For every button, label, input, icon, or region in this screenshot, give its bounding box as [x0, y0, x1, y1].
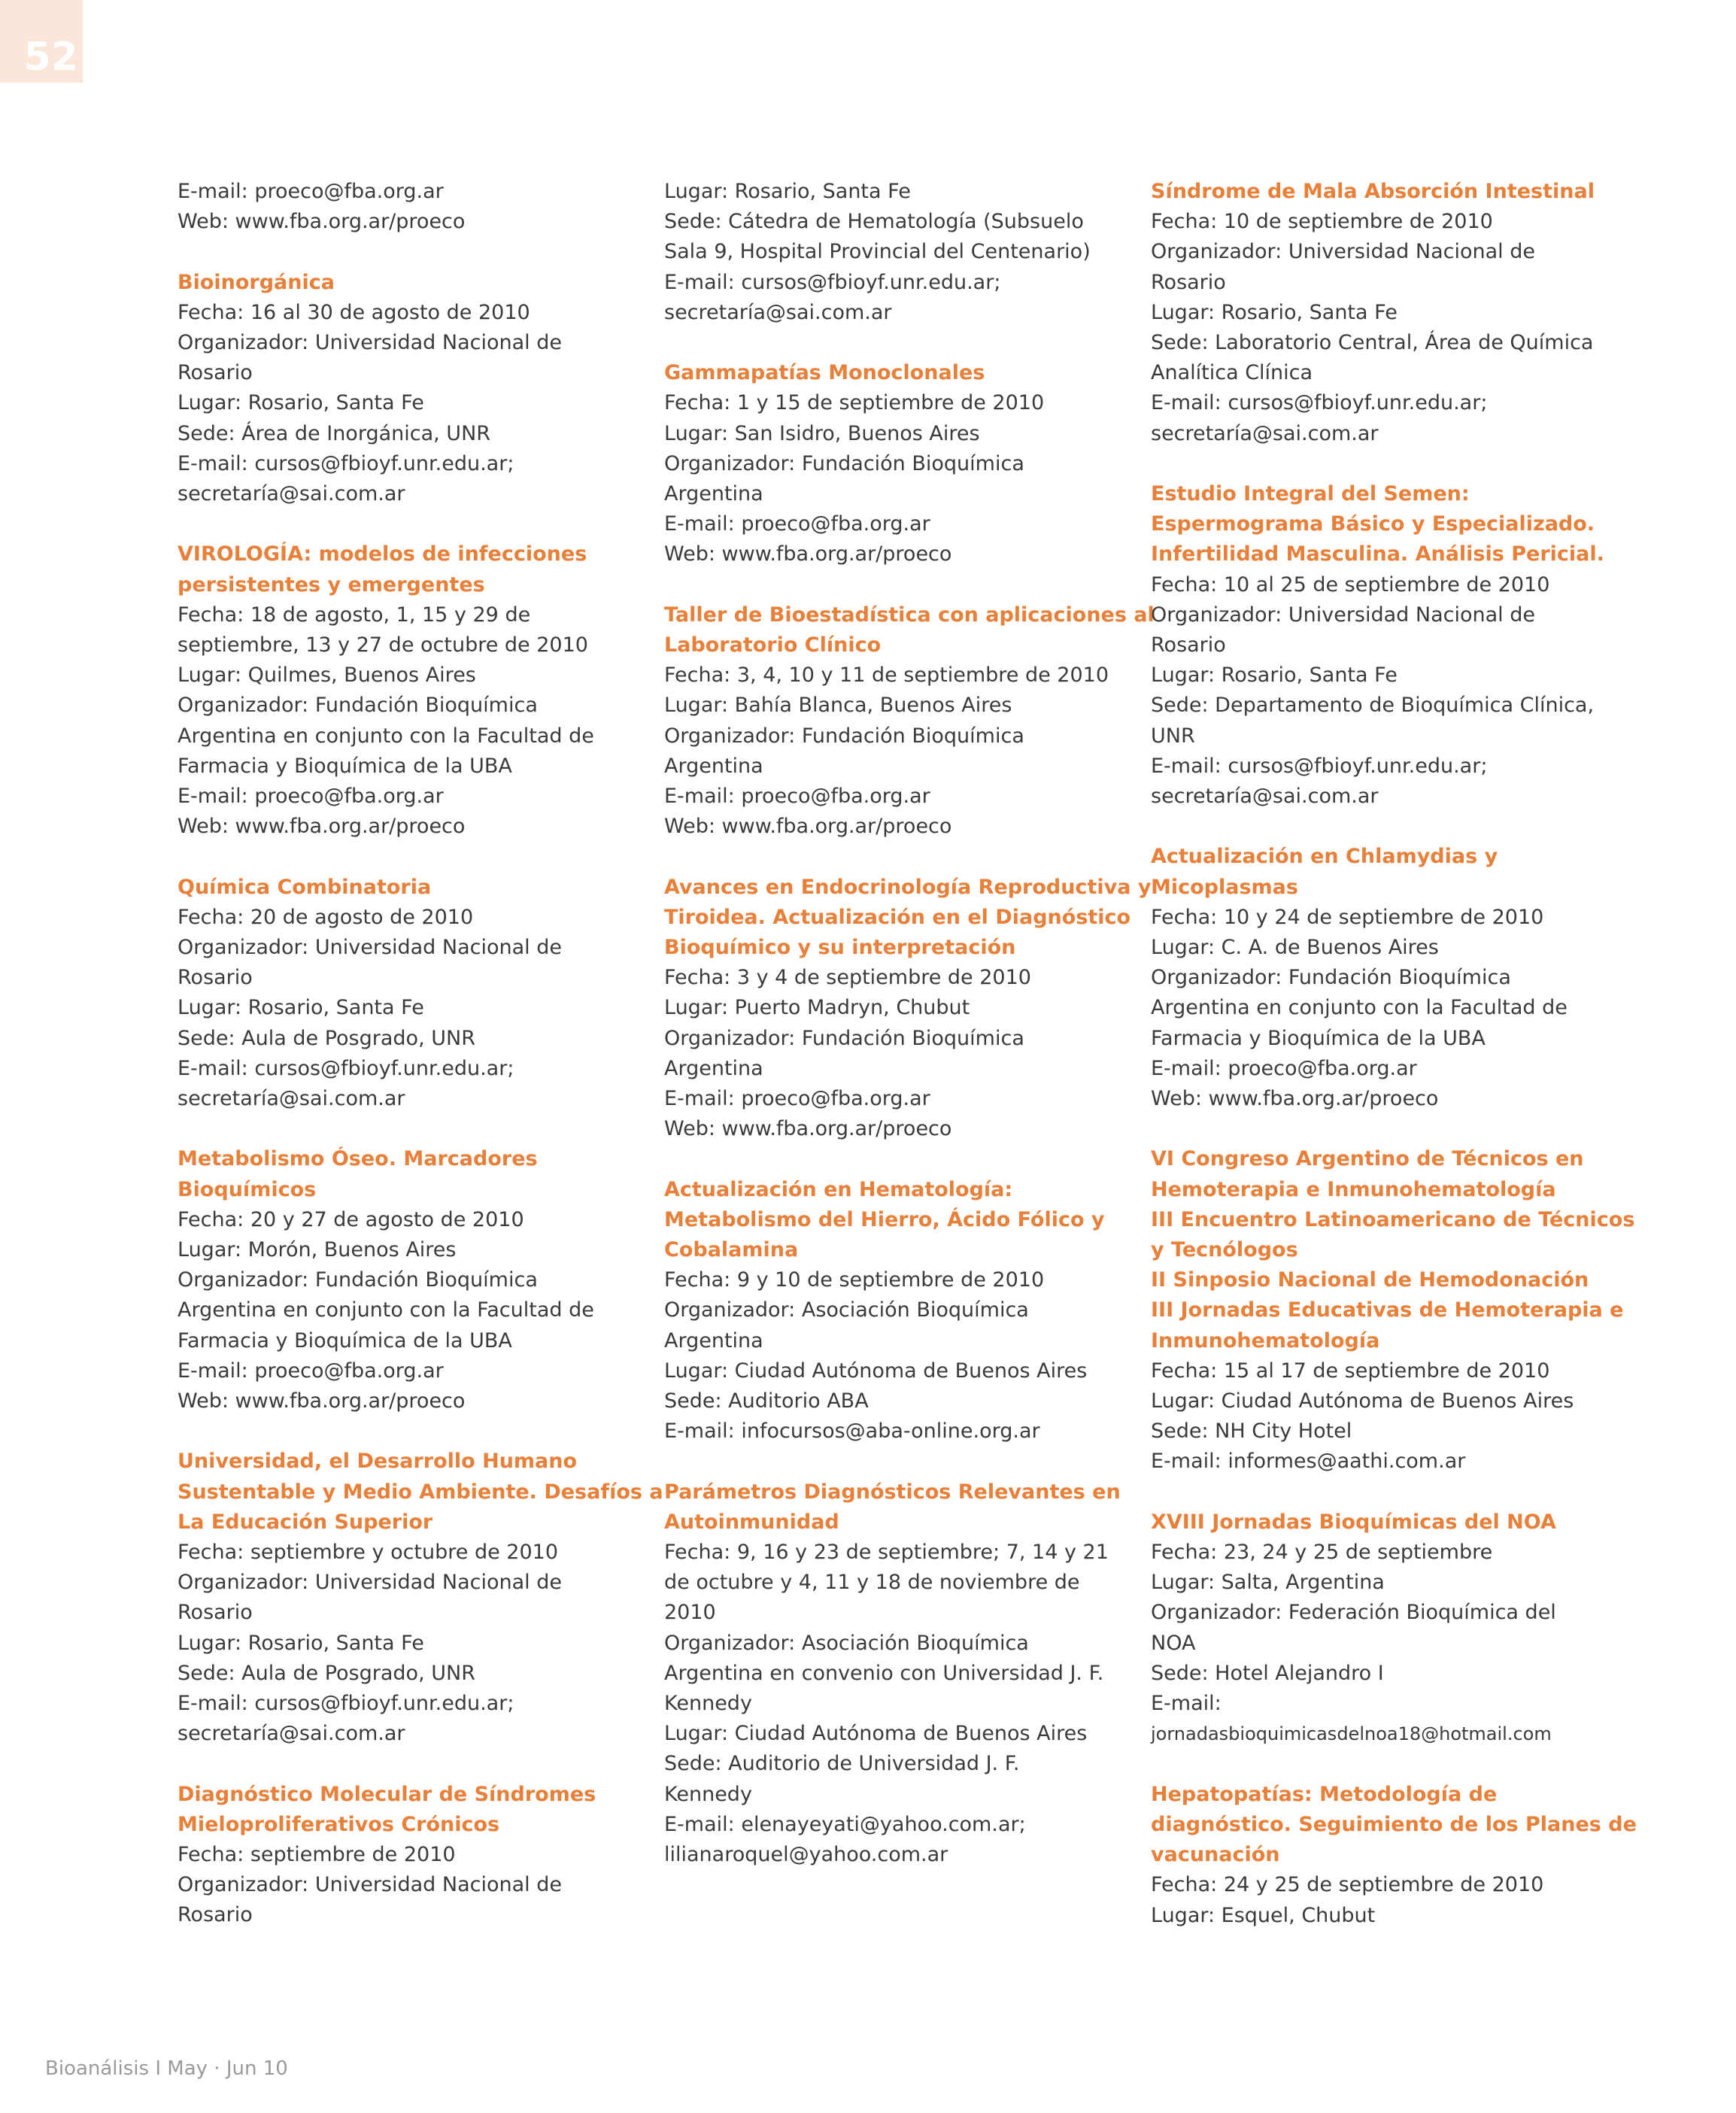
- listing-detail-line: Web: www.fba.org.ar/proeco: [178, 815, 466, 839]
- listing-detail-line: Sede: NH City Hotel: [1151, 1419, 1352, 1444]
- listing-detail-line: Fecha: 10 al 25 de septiembre de 2010: [1151, 572, 1550, 597]
- listing-title: XVIII Jornadas Bioquímicas del NOA: [1151, 1510, 1556, 1534]
- listing-title: Espermograma Básico y Especializado.: [1151, 512, 1595, 536]
- listing-detail-line: Fecha: 3, 4, 10 y 11 de septiembre de 2010: [664, 663, 1109, 688]
- listing-entry: [1151, 1144, 1635, 1477]
- listing-title: Diagnóstico Molecular de Síndromes: [178, 1782, 596, 1806]
- listing-title: Actualización en Chlamydias y: [1151, 845, 1498, 869]
- listing-detail-line: Argentina: [664, 1056, 763, 1080]
- listing-entry: [664, 1477, 1121, 1871]
- listing-detail-line: Kennedy: [664, 1782, 752, 1806]
- listing-title: Taller de Bioestadística con aplicaciones al: [664, 603, 1155, 627]
- listing-detail-line: secretaría@sai.com.ar: [1151, 421, 1379, 445]
- listing-entry: [664, 873, 1152, 1145]
- listing-detail-line: Organizador: Universidad Nacional de: [178, 1571, 562, 1595]
- listing-detail-line: NOA: [1151, 1631, 1196, 1655]
- listing-detail-line: Lugar: Rosario, Santa Fe: [178, 996, 424, 1020]
- listing-detail-line: lilianaroquel@yahoo.com.ar: [664, 1843, 948, 1867]
- listing-detail-line: Web: www.fba.org.ar/proeco: [178, 1389, 466, 1413]
- listing-title: Sustentable y Medio Ambiente. Desafíos a: [178, 1480, 663, 1504]
- listing-detail-line: Rosario: [1151, 633, 1226, 657]
- listing-entry: [1151, 842, 1580, 1114]
- listing-detail-line: Argentina en conjunto con la Facultad de: [178, 724, 594, 748]
- listing-detail-line: E-mail: proeco@fba.org.ar: [664, 785, 930, 809]
- column-middle: [664, 177, 1155, 1900]
- listing-detail-line: Lugar: Ciudad Autónoma de Buenos Aires: [664, 1722, 1088, 1746]
- listing-title: Avances en Endocrinología Reproductiva y: [664, 875, 1152, 899]
- listing-detail-line: Lugar: Ciudad Autónoma de Buenos Aires: [664, 1359, 1088, 1383]
- listing-detail-line: E-mail: proeco@fba.org.ar: [664, 512, 930, 536]
- listing-detail-line: Lugar: San Isidro, Buenos Aires: [664, 421, 980, 445]
- listing-entry: [1151, 1780, 1637, 1931]
- listing-detail-line: E-mail: cursos@fbioyf.unr.edu.ar;: [178, 1692, 514, 1716]
- listing-detail-line: Lugar: Morón, Buenos Aires: [178, 1238, 457, 1262]
- listing-entry: [1151, 479, 1604, 812]
- listing-entry: [1151, 177, 1595, 449]
- listing-detail-line: secretaría@sai.com.ar: [1151, 785, 1379, 809]
- listing-detail-line: secretaría@sai.com.ar: [178, 1722, 405, 1746]
- listing-title: Mieloproliferativos Crónicos: [178, 1812, 500, 1836]
- listing-detail-line: Fecha: 1 y 15 de septiembre de 2010: [664, 391, 1045, 415]
- listing-title: Bioinorgánica: [178, 270, 335, 294]
- listing-detail-line: Sala 9, Hospital Provincial del Centenario): [664, 240, 1091, 264]
- listing-detail-line: Organizador: Universidad Nacional de: [1151, 240, 1535, 264]
- listing-entry: [664, 358, 1093, 569]
- listing-detail-line: Argentina en conjunto con la Facultad de: [1151, 996, 1568, 1020]
- listing-detail-line: Lugar: Salta, Argentina: [1151, 1571, 1385, 1595]
- listing-title: VIROLOGÍA: modelos de infecciones: [178, 542, 587, 566]
- listing-detail-line: Web: www.fba.org.ar/proeco: [664, 1117, 952, 1141]
- listing-detail-line: E-mail: cursos@fbioyf.unr.edu.ar;: [178, 451, 514, 475]
- listing-detail-line: Organizador: Universidad Nacional de: [178, 1873, 562, 1897]
- listing-title: Hepatopatías: Metodología de: [1151, 1782, 1498, 1806]
- listing-detail-line: Organizador: Federación Bioquímica del: [1151, 1601, 1556, 1625]
- listing-title: Estudio Integral del Semen:: [1151, 482, 1470, 506]
- column-left: [178, 177, 663, 1961]
- listing-detail-line: UNR: [1151, 724, 1195, 748]
- listing-detail-line: Web: www.fba.org.ar/proeco: [178, 210, 466, 234]
- listing-detail-line: Sede: Hotel Alejandro I: [1151, 1661, 1384, 1685]
- listing-detail-line: E-mail: proeco@fba.org.ar: [664, 1087, 930, 1111]
- listing-detail-line: Fecha: septiembre de 2010: [178, 1843, 456, 1867]
- listing-detail-line: secretaría@sai.com.ar: [664, 300, 892, 324]
- listing-detail-line: Lugar: Rosario, Santa Fe: [664, 180, 911, 203]
- listing-detail-line: E-mail: proeco@fba.org.ar: [178, 785, 444, 809]
- listing-detail-line: Lugar: Puerto Madryn, Chubut: [664, 996, 970, 1020]
- listing-detail-line: Kennedy: [664, 1692, 752, 1716]
- listing-detail-line: Fecha: 16 al 30 de agosto de 2010: [178, 300, 530, 324]
- footer-publication: Bioanálisis I May · Jun 10: [45, 2057, 288, 2080]
- listing-detail-line: Argentina: [664, 754, 763, 778]
- listing-title: III Jornadas Educativas de Hemoterapia e: [1151, 1298, 1624, 1322]
- listing-title: Metabolismo del Hierro, Ácido Fólico y: [664, 1207, 1105, 1231]
- listing-title: Bioquímicos: [178, 1177, 317, 1201]
- page-number: 52: [0, 0, 83, 83]
- listing-detail-line: Farmacia y Bioquímica de la UBA: [178, 754, 512, 778]
- listing-title: persistentes y emergentes: [178, 572, 485, 597]
- listing-detail-line: Sede: Laboratorio Central, Área de Química: [1151, 331, 1594, 355]
- listing-detail-line: Sede: Auditorio ABA: [664, 1389, 869, 1413]
- listing-detail-line: Farmacia y Bioquímica de la UBA: [1151, 1026, 1486, 1050]
- listing-detail-line: Fecha: 15 al 17 de septiembre de 2010: [1151, 1359, 1550, 1383]
- listing-detail-line: Lugar: C. A. de Buenos Aires: [1151, 936, 1439, 960]
- listing-title: Inmunohematología: [1151, 1328, 1380, 1353]
- listing-title: y Tecnólogos: [1151, 1238, 1298, 1262]
- listing-detail-line: Fecha: 10 y 24 de septiembre de 2010: [1151, 905, 1544, 929]
- listing-detail-line: Fecha: 18 de agosto, 1, 15 y 29 de: [178, 603, 531, 627]
- listing-detail-line: Argentina en conjunto con la Facultad de: [178, 1298, 594, 1322]
- listing-detail-line: Lugar: Ciudad Autónoma de Buenos Aires: [1151, 1389, 1574, 1413]
- listing-title: III Encuentro Latinoamericano de Técnicos: [1151, 1207, 1635, 1231]
- listing-entry: [178, 177, 606, 237]
- listing-title: Tiroidea. Actualización en el Diagnóstico: [664, 905, 1131, 929]
- listing-title: Metabolismo Óseo. Marcadores: [178, 1147, 538, 1171]
- listing-title: Bioquímico y su interpretación: [664, 936, 1016, 960]
- listing-title: Autoinmunidad: [664, 1510, 839, 1534]
- listing-detail-line: septiembre, 13 y 27 de octubre de 2010: [178, 633, 588, 657]
- listing-detail-line: Lugar: Rosario, Santa Fe: [178, 391, 424, 415]
- listing-entry: [664, 177, 1093, 328]
- listing-detail-line: Organizador: Fundación Bioquímica: [664, 451, 1024, 475]
- listing-title: Cobalamina: [664, 1238, 799, 1262]
- listing-title: II Sinposio Nacional de Hemodonación: [1151, 1268, 1589, 1292]
- listing-title: Laboratorio Clínico: [664, 633, 882, 657]
- listing-title: Actualización en Hematología:: [664, 1177, 1013, 1201]
- listing-detail-line: Fecha: 10 de septiembre de 2010: [1151, 210, 1493, 234]
- listing-entry: [178, 1780, 606, 1931]
- listing-detail-line: Organizador: Fundación Bioquímica: [178, 1268, 538, 1292]
- listing-detail-line: Fecha: 23, 24 y 25 de septiembre: [1151, 1541, 1493, 1565]
- listing-detail-line: Sede: Área de Inorgánica, UNR: [178, 421, 491, 445]
- listing-detail-line: Sede: Cátedra de Hematología (Subsuelo: [664, 210, 1084, 234]
- listing-title: Gammapatías Monoclonales: [664, 361, 985, 385]
- listing-detail-line: secretaría@sai.com.ar: [178, 1087, 405, 1111]
- listing-detail-line: Organizador: Universidad Nacional de: [178, 331, 562, 354]
- listing-detail-line: Fecha: 9 y 10 de septiembre de 2010: [664, 1268, 1045, 1292]
- listing-title: Universidad, el Desarrollo Humano: [178, 1450, 578, 1474]
- listing-detail-line: jornadasbioquimicasdelnoa18@hotmail.com: [1151, 1723, 1552, 1745]
- listing-title: Micoplasmas: [1151, 875, 1298, 899]
- listing-title: Parámetros Diagnósticos Relevantes en: [664, 1480, 1121, 1504]
- listing-detail-line: Organizador: Fundación Bioquímica: [1151, 966, 1511, 990]
- listing-title: VI Congreso Argentino de Técnicos en: [1151, 1147, 1584, 1171]
- listing-detail-line: Argentina: [664, 482, 763, 506]
- listing-title: Infertilidad Masculina. Análisis Pericial.: [1151, 542, 1604, 566]
- listing-detail-line: Fecha: 20 de agosto de 2010: [178, 905, 474, 929]
- listing-detail-line: de octubre y 4, 11 y 18 de noviembre de: [664, 1571, 1080, 1595]
- listing-entry: [1151, 1507, 1580, 1750]
- listing-entry: [178, 1447, 663, 1749]
- listing-entry: [178, 539, 606, 842]
- listing-detail-line: Sede: Aula de Posgrado, UNR: [178, 1661, 475, 1685]
- listing-detail-line: Lugar: Rosario, Santa Fe: [1151, 300, 1398, 324]
- listing-detail-line: Organizador: Fundación Bioquímica: [178, 694, 538, 718]
- listing-detail-line: E-mail: infocursos@aba-online.org.ar: [664, 1419, 1040, 1444]
- listing-detail-line: Sede: Aula de Posgrado, UNR: [178, 1026, 475, 1050]
- listing-detail-line: Rosario: [1151, 270, 1226, 294]
- listing-detail-line: Argentina: [664, 1328, 763, 1353]
- listing-title: vacunación: [1151, 1843, 1280, 1867]
- listing-detail-line: Rosario: [178, 966, 253, 990]
- listing-entry: [664, 600, 1155, 842]
- listing-detail-line: E-mail: elenayeyati@yahoo.com.ar;: [664, 1812, 1026, 1836]
- listing-detail-line: Analítica Clínica: [1151, 361, 1313, 385]
- listing-detail-line: Organizador: Fundación Bioquímica: [664, 1026, 1024, 1050]
- listing-detail-line: secretaría@sai.com.ar: [178, 482, 405, 506]
- listing-entry: [664, 1175, 1105, 1447]
- listing-detail-line: E-mail: cursos@fbioyf.unr.edu.ar;: [178, 1056, 514, 1080]
- listing-detail-line: Organizador: Fundación Bioquímica: [664, 724, 1024, 748]
- listing-detail-line: Sede: Auditorio de Universidad J. F.: [664, 1752, 1020, 1776]
- listing-detail-line: Fecha: 24 y 25 de septiembre de 2010: [1151, 1873, 1544, 1897]
- listing-detail-line: Lugar: Bahía Blanca, Buenos Aires: [664, 694, 1012, 718]
- listing-detail-line: Lugar: Rosario, Santa Fe: [1151, 663, 1398, 688]
- column-right: [1151, 177, 1637, 1961]
- listing-detail-line: E-mail: informes@aathi.com.ar: [1151, 1450, 1466, 1474]
- listing-detail-line: Organizador: Universidad Nacional de: [1151, 603, 1535, 627]
- listing-detail-line: E-mail: proeco@fba.org.ar: [178, 180, 444, 203]
- listing-detail-line: Fecha: 9, 16 y 23 de septiembre; 7, 14 y 21: [664, 1541, 1109, 1565]
- listing-detail-line: E-mail: proeco@fba.org.ar: [178, 1359, 444, 1383]
- listing-title: Hemoterapia e Inmunohematología: [1151, 1177, 1556, 1201]
- listing-entry: [178, 268, 606, 510]
- listing-detail-line: E-mail:: [1151, 1692, 1222, 1716]
- listing-detail-line: Fecha: 3 y 4 de septiembre de 2010: [664, 966, 1031, 990]
- listing-detail-line: Web: www.fba.org.ar/proeco: [1151, 1087, 1439, 1111]
- listing-detail-line: Lugar: Esquel, Chubut: [1151, 1903, 1376, 1927]
- listing-title: La Educación Superior: [178, 1510, 433, 1534]
- listing-detail-line: E-mail: proeco@fba.org.ar: [1151, 1056, 1417, 1080]
- listing-detail-line: Farmacia y Bioquímica de la UBA: [178, 1328, 512, 1353]
- listing-detail-line: Lugar: Quilmes, Buenos Aires: [178, 663, 476, 688]
- listing-detail-line: Web: www.fba.org.ar/proeco: [664, 542, 952, 566]
- listing-detail-line: E-mail: cursos@fbioyf.unr.edu.ar;: [1151, 754, 1488, 778]
- listing-detail-line: Fecha: septiembre y octubre de 2010: [178, 1541, 559, 1565]
- listing-detail-line: E-mail: cursos@fbioyf.unr.edu.ar;: [664, 270, 1001, 294]
- listing-title: diagnóstico. Seguimiento de los Planes de: [1151, 1812, 1637, 1836]
- listing-detail-line: Sede: Departamento de Bioquímica Clínica,: [1151, 694, 1595, 718]
- listing-detail-line: Rosario: [178, 1903, 253, 1927]
- listing-detail-line: Lugar: Rosario, Santa Fe: [178, 1631, 424, 1655]
- listing-title: Química Combinatoria: [178, 875, 432, 899]
- listing-detail-line: Organizador: Asociación Bioquímica: [664, 1298, 1029, 1322]
- listing-detail-line: Fecha: 20 y 27 de agosto de 2010: [178, 1207, 524, 1231]
- listing-detail-line: E-mail: cursos@fbioyf.unr.edu.ar;: [1151, 391, 1488, 415]
- listing-detail-line: Rosario: [178, 361, 253, 385]
- listing-detail-line: Argentina en convenio con Universidad J. F.: [664, 1661, 1104, 1685]
- listing-detail-line: Organizador: Universidad Nacional de: [178, 936, 562, 960]
- listing-detail-line: Web: www.fba.org.ar/proeco: [664, 815, 952, 839]
- listing-detail-line: 2010: [664, 1601, 716, 1625]
- listing-entry: [178, 1144, 606, 1416]
- listing-title: Síndrome de Mala Absorción Intestinal: [1151, 180, 1595, 203]
- listing-detail-line: Organizador: Asociación Bioquímica: [664, 1631, 1029, 1655]
- listing-entry: [178, 873, 606, 1115]
- listing-detail-line: Rosario: [178, 1601, 253, 1625]
